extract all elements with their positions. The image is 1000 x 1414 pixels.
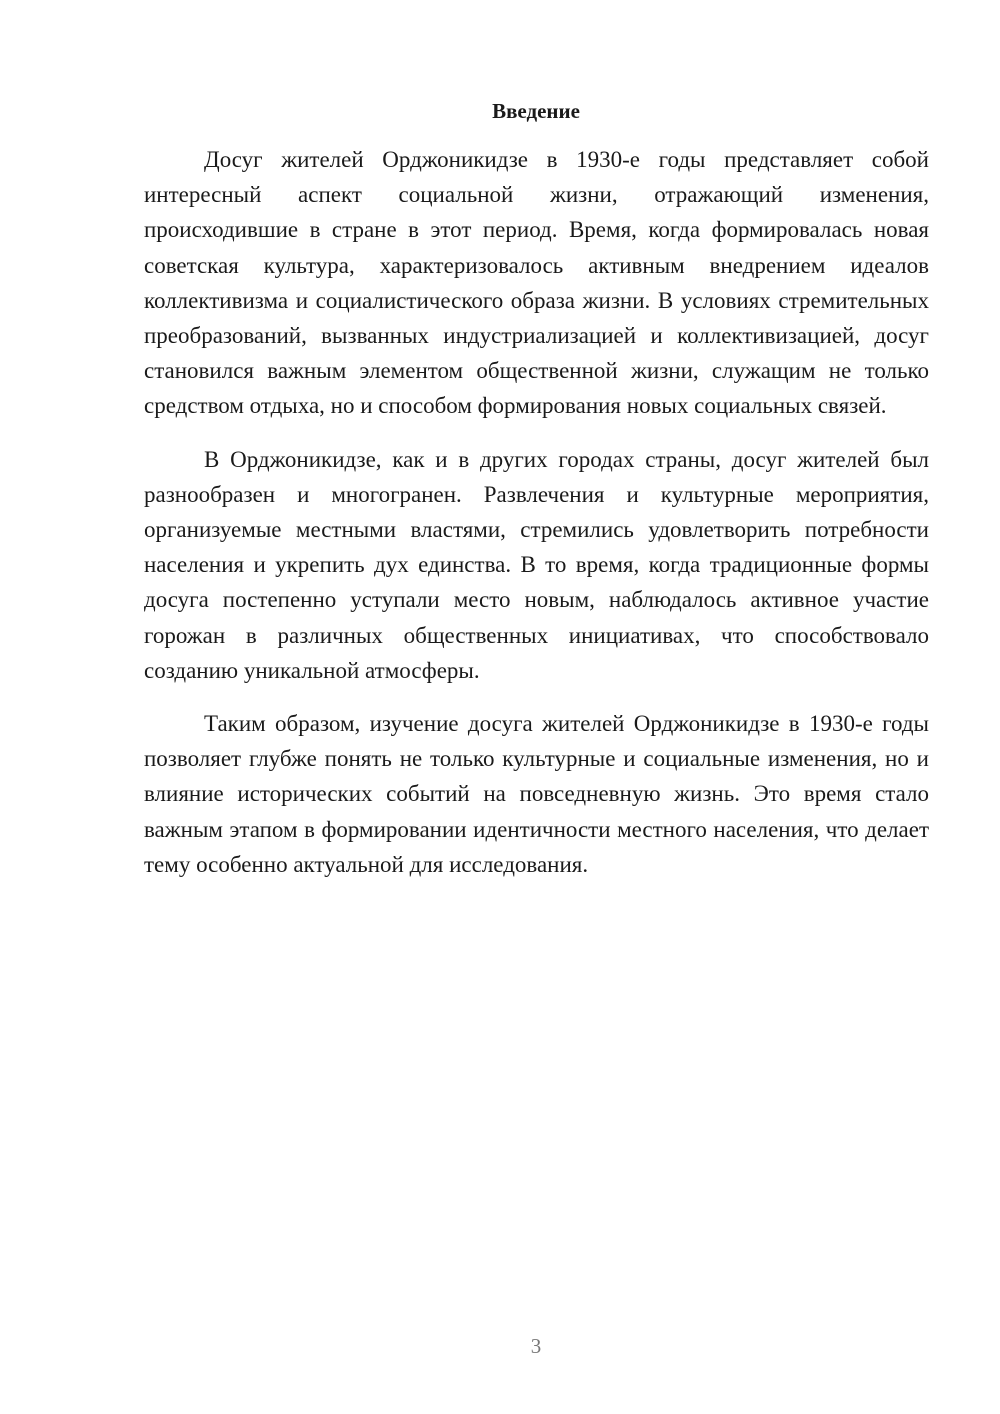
section-title: Введение [492,99,580,123]
paragraph-2: В Орджоникидзе, как и в других городах страны, досуг жителей был разнообразен и многогранен. Развлечения и культурные мероприятия, организуемые местными властями, стремились удовлетворить потребности населения и укрепить дух единства. В то время, когда традиционные формы досуга постепенно уступали место новым, наблюдалось активное участие горожан в различных общественных инициативах, что способствовало созданию уникальной атмосферы. [144,446,929,683]
paragraph-3: Таким образом, изучение досуга жителей Орджоникидзе в 1930-е годы позволяет глубже понять не только культурные и социальные изменения, но и влияние исторических событий на повседневную жизнь. Это время стало важным этапом в формировании идентичности местного населения, что делает тему особенно актуальной для исследования. [144,711,929,877]
body-text [144,142,929,900]
page-number: 3 [530,1334,542,1358]
paragraph-1: Досуг жителей Орджоникидзе в 1930-е годы представляет собой интересный аспект социальной жизни, отражающий изменения, происходившие в стране в этот период. Время, когда формировалась новая советская культура, характеризовалось активным внедрением идеалов коллективизма и социалистического образа жизни. В условиях стремительных преобразований, вызванных индустриализацией и коллективизацией, досуг становился важным элементом общественной жизни, служащим не только средством отдыха, но и способом формирования новых социальных связей. [144,147,929,419]
